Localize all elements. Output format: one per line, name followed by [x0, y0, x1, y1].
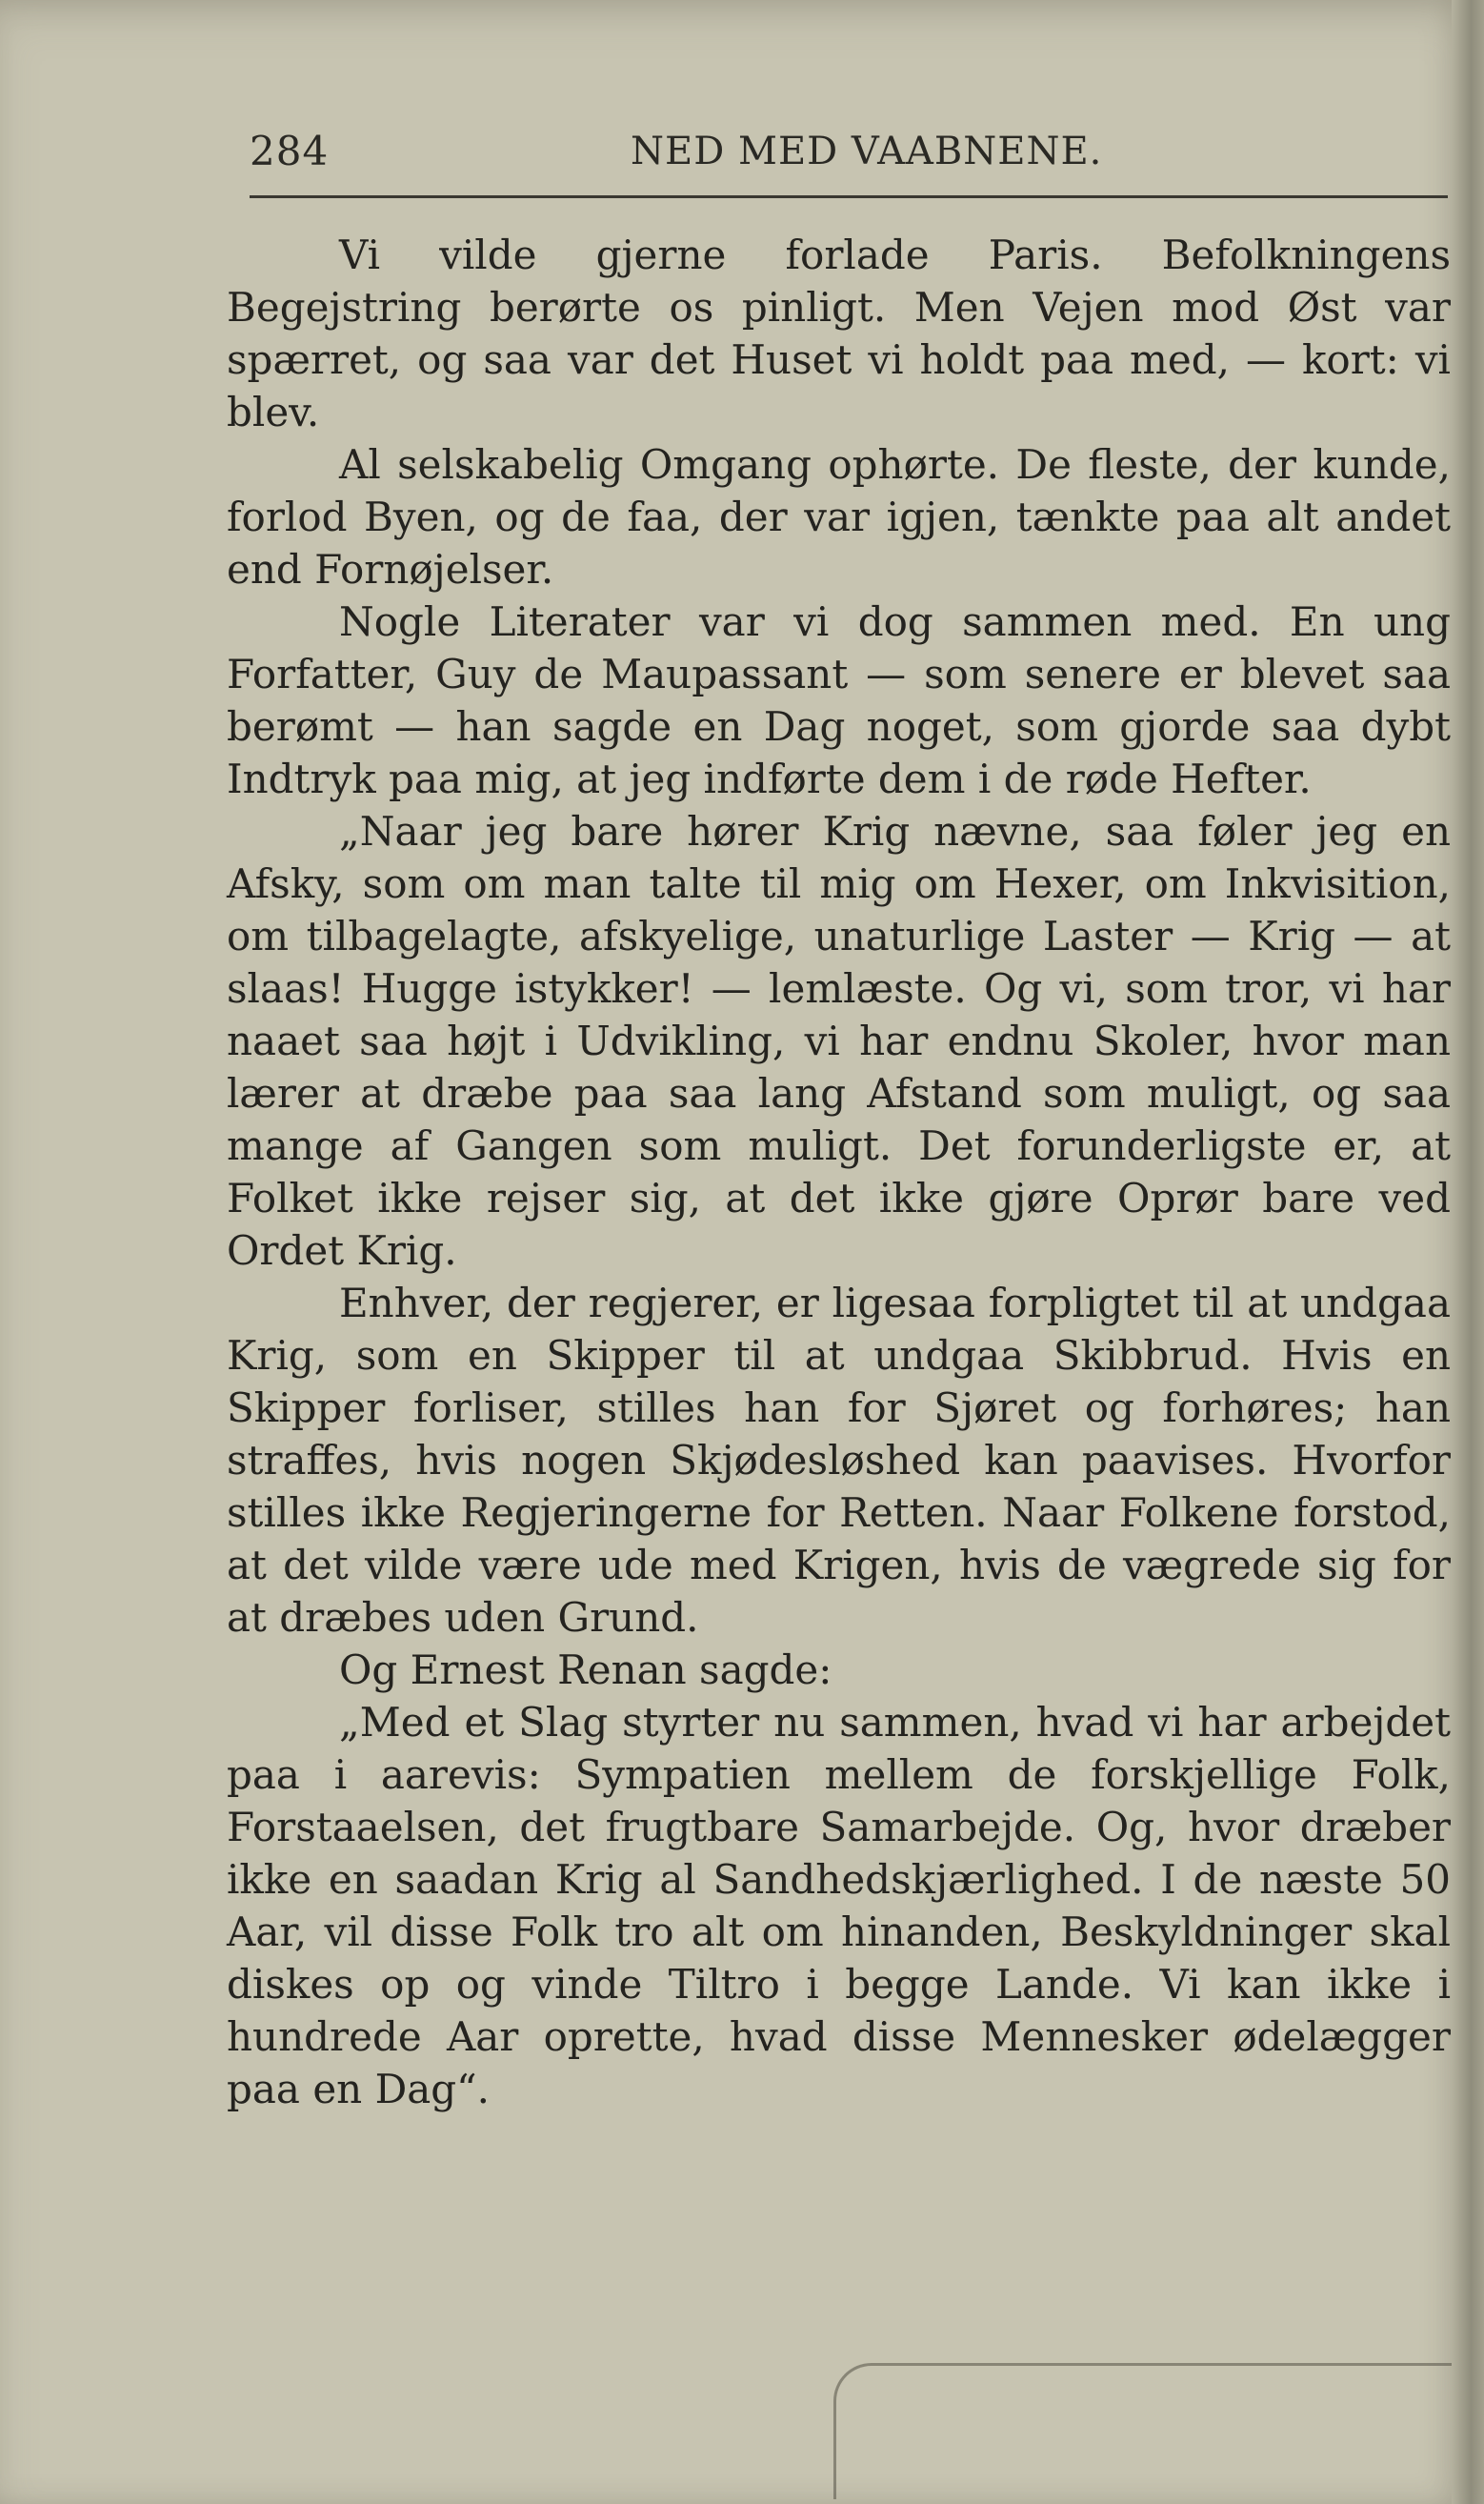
paragraph-1: Vi vilde gjerne forlade Paris. Befolkningens Begejstring berørte os pinligt. Men Vejen mod Øst var spærret, og saa var det Huset vi holdt paa med, — kort: vi blev. — [227, 232, 1451, 435]
running-title: NED MED VAABNENE. — [631, 130, 1103, 173]
paragraph-2: Al selskabelig Omgang ophørte. De fleste, der kunde, forlod Byen, og de faa, der var igjen, tænkte paa alt andet end Fornøjelser. — [227, 441, 1451, 593]
library-stamp-outline — [833, 2363, 1465, 2499]
paragraph-7: „Med et Slag styrter nu sammen, hvad vi har arbejdet paa i aarevis: Sympatien mellem de forskjellige Folk, Forstaaelsen, det frugtbare Samarbejde. Og, hvor dræber ikke en saadan Krig al Sandhedskjærlighed. I de næste 50 Aar, vil disse Folk tro alt om hinanden, Beskyldninger skal diskes op og vinde Tiltro i begge Lande. Vi kan ikke i hundrede Aar oprette, hvad disse Mennesker ødelægger paa en Dag“. — [227, 1699, 1451, 2112]
page-header — [250, 128, 1448, 185]
header-rule — [250, 195, 1448, 198]
paragraph-5: Enhver, der regjerer, er ligesaa forpligtet til at undgaa Krig, som en Skipper til at undgaa Skibbrud. Hvis en Skipper forliser, stilles han for Sjøret og forhøres; han straffes, hvis nogen Skjødesløshed kan paavises. Hvorfor stilles ikke Regjeringerne for Retten. Naar Folkene forstod, at det vilde være ude med Krigen, hvis de vægrede sig for at dræbes uden Grund. — [227, 1280, 1451, 1641]
page-number: 284 — [250, 128, 330, 174]
paragraph-3: Nogle Literater var vi dog sammen med. En ung Forfatter, Guy de Maupassant — som senere er blevet saa berømt — han sagde en Dag noget, som gjorde saa dybt Indtryk paa mig, at jeg indførte dem i de røde Hefter. — [227, 598, 1451, 802]
paragraph-4: „Naar jeg bare hører Krig nævne, saa føler jeg en Afsky, som om man talte til mig om Hexer, om Inkvisition, om tilbagelagte, afskyelige, unaturlige Laster — Krig — at slaas! Hugge istykker! — lemlæste. Og vi, som tror, vi har naaet saa højt i Udvikling, vi har endnu Skoler, hvor man lærer at dræbe paa saa lang Afstand som muligt, og saa mange af Gangen som muligt. Det forunderligste er, at Folket ikke rejser sig, at det ikke gjøre Oprør bare ved Ordet Krig. — [227, 808, 1451, 1274]
body-text — [227, 229, 1451, 2115]
paragraph-6: Og Ernest Renan sagde: — [339, 1646, 832, 1693]
page-edge — [1452, 0, 1484, 2504]
